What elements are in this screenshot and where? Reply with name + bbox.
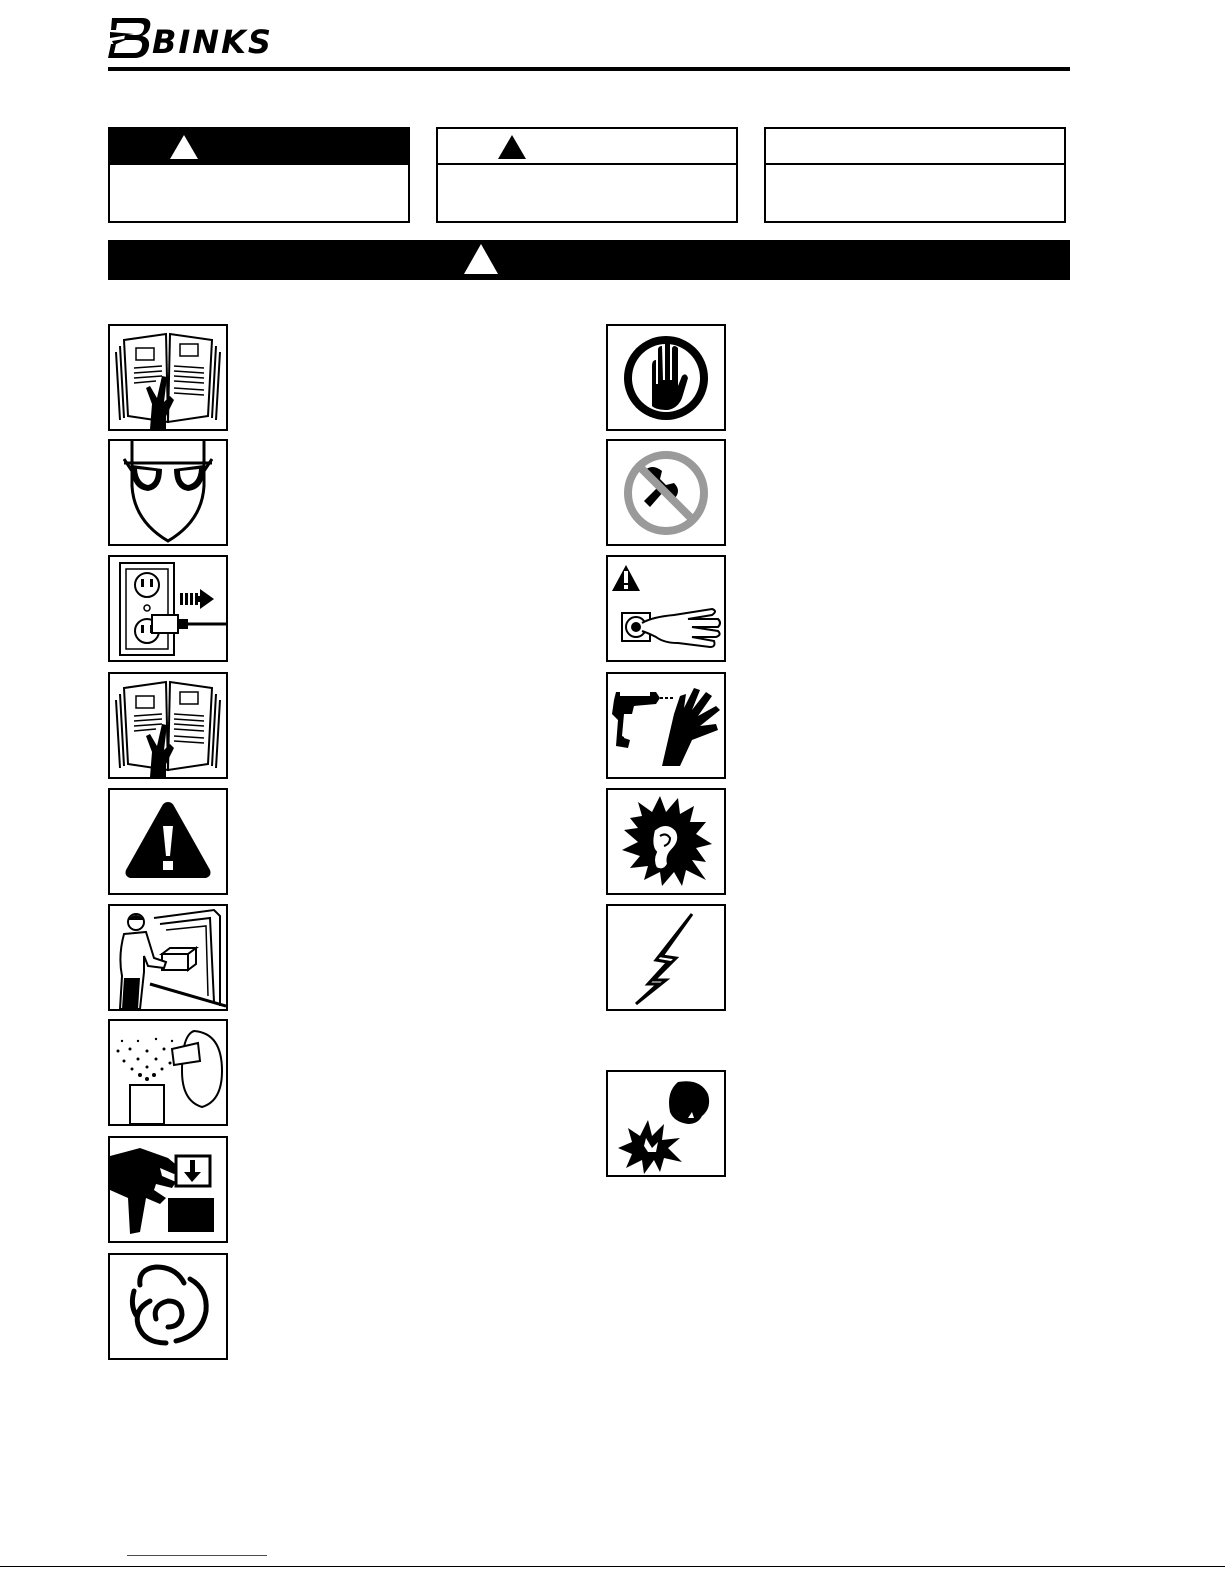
read-manual-icon <box>108 324 228 431</box>
signal-box-header <box>766 129 1064 165</box>
unplug-power-icon <box>108 555 228 662</box>
signal-box-2 <box>436 127 738 223</box>
page-header <box>108 14 1070 72</box>
emergency-stop-button-icon <box>606 555 726 662</box>
read-manual-icon <box>108 672 228 779</box>
rotating-parts-icon <box>108 1253 228 1360</box>
warning-triangle-icon <box>463 243 499 275</box>
noise-hazard-icon <box>606 788 726 895</box>
signal-box-1 <box>108 127 410 223</box>
signal-box-header <box>438 129 736 165</box>
signal-box-header <box>110 129 408 165</box>
warning-bar <box>108 240 1070 280</box>
injection-hazard-icon <box>606 672 726 779</box>
respirator-spray-icon <box>108 1019 228 1126</box>
operator-training-icon <box>108 904 228 1011</box>
header-rule <box>108 67 1070 71</box>
pinch-point-icon <box>108 1136 228 1243</box>
footer-link-underline[interactable] <box>127 1555 267 1556</box>
warning-triangle-icon <box>169 134 199 160</box>
explosion-hazard-icon <box>606 1070 726 1177</box>
high-voltage-icon <box>606 904 726 1011</box>
footer-rule <box>0 1566 1225 1567</box>
general-warning-icon <box>108 788 228 895</box>
no-modification-icon <box>606 439 726 546</box>
stop-hand-icon <box>606 324 726 431</box>
warning-triangle-icon <box>497 134 527 160</box>
signal-box-3 <box>764 127 1066 223</box>
safety-glasses-icon <box>108 439 228 546</box>
brand-name: BINKS <box>152 23 273 61</box>
